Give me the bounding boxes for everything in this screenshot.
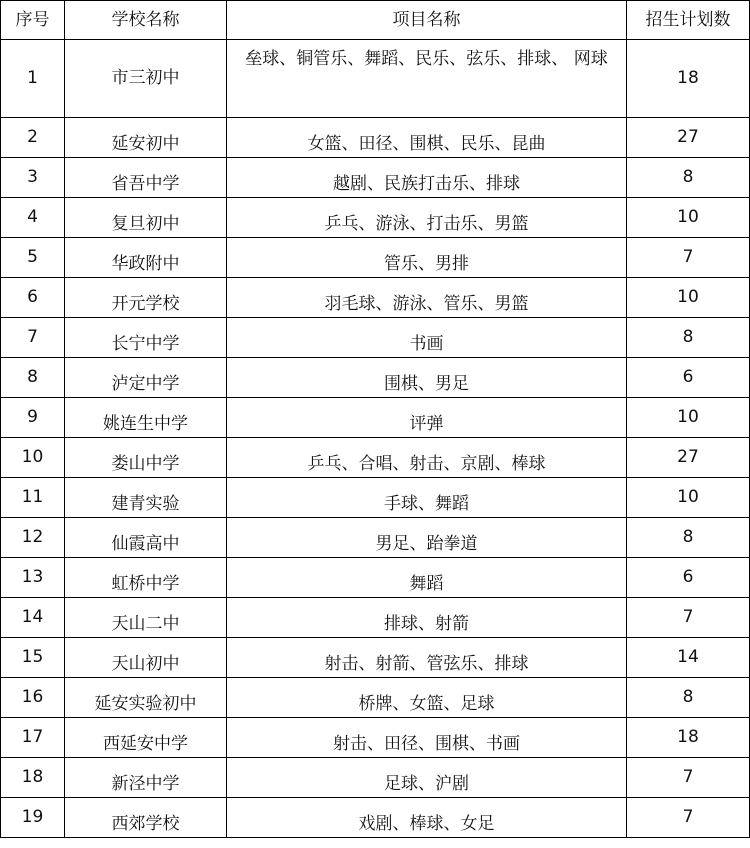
header-school: 学校名称 — [65, 1, 227, 40]
row-number: 8 — [1, 358, 65, 398]
school-name: 虹桥中学 — [65, 558, 227, 598]
admission-quota: 7 — [627, 758, 750, 798]
project-names: 桥牌、女篮、足球 — [227, 678, 627, 718]
row-number: 10 — [1, 438, 65, 478]
project-names: 射击、田径、围棋、书画 — [227, 718, 627, 758]
project-names: 乒乓、游泳、打击乐、男篮 — [227, 198, 627, 238]
header-projects: 项目名称 — [227, 1, 627, 40]
project-names: 排球、射箭 — [227, 598, 627, 638]
row-number: 3 — [1, 158, 65, 198]
project-names: 射击、射箭、管弦乐、排球 — [227, 638, 627, 678]
row-number: 15 — [1, 638, 65, 678]
school-name: 建青实验 — [65, 478, 227, 518]
table-row — [1, 158, 750, 198]
table-row — [1, 758, 750, 798]
row-number: 13 — [1, 558, 65, 598]
row-number: 4 — [1, 198, 65, 238]
project-names: 舞蹈 — [227, 558, 627, 598]
row-number: 7 — [1, 318, 65, 358]
row-number: 6 — [1, 278, 65, 318]
table-body — [1, 40, 750, 838]
table-row — [1, 318, 750, 358]
table-row — [1, 358, 750, 398]
admission-quota: 8 — [627, 318, 750, 358]
admission-quota: 6 — [627, 358, 750, 398]
project-names: 男足、跆拳道 — [227, 518, 627, 558]
table-row — [1, 278, 750, 318]
admission-quota: 18 — [627, 718, 750, 758]
school-name: 华政附中 — [65, 238, 227, 278]
school-name: 天山初中 — [65, 638, 227, 678]
table-row — [1, 478, 750, 518]
school-name: 省吾中学 — [65, 158, 227, 198]
school-name: 延安初中 — [65, 118, 227, 158]
project-names: 越剧、民族打击乐、排球 — [227, 158, 627, 198]
table-row — [1, 638, 750, 678]
header-row — [1, 1, 750, 40]
project-names: 手球、舞蹈 — [227, 478, 627, 518]
table-row — [1, 598, 750, 638]
row-number: 17 — [1, 718, 65, 758]
row-number: 16 — [1, 678, 65, 718]
admission-quota: 6 — [627, 558, 750, 598]
row-number: 9 — [1, 398, 65, 438]
admission-quota: 7 — [627, 798, 750, 838]
row-number: 5 — [1, 238, 65, 278]
project-names: 足球、沪剧 — [227, 758, 627, 798]
project-names: 围棋、男足 — [227, 358, 627, 398]
project-names: 评弹 — [227, 398, 627, 438]
project-names: 垒球、铜管乐、舞蹈、民乐、弦乐、排球、 网球 — [227, 40, 627, 118]
table-row — [1, 678, 750, 718]
admission-quota: 27 — [627, 118, 750, 158]
admission-quota: 10 — [627, 278, 750, 318]
school-name: 延安实验初中 — [65, 678, 227, 718]
project-names: 书画 — [227, 318, 627, 358]
table-row — [1, 438, 750, 478]
school-name: 西郊学校 — [65, 798, 227, 838]
school-name: 开元学校 — [65, 278, 227, 318]
table-row — [1, 518, 750, 558]
table-row — [1, 398, 750, 438]
admission-quota: 7 — [627, 238, 750, 278]
school-name: 市三初中 — [65, 40, 227, 118]
school-name: 复旦初中 — [65, 198, 227, 238]
project-names: 乒乓、合唱、射击、京剧、棒球 — [227, 438, 627, 478]
admission-quota: 10 — [627, 198, 750, 238]
row-number: 11 — [1, 478, 65, 518]
school-name: 姚连生中学 — [65, 398, 227, 438]
project-names: 羽毛球、游泳、管乐、男篮 — [227, 278, 627, 318]
school-name: 长宁中学 — [65, 318, 227, 358]
table-row — [1, 118, 750, 158]
admission-quota: 27 — [627, 438, 750, 478]
row-number: 1 — [1, 40, 65, 118]
project-names: 戏剧、棒球、女足 — [227, 798, 627, 838]
school-name: 新泾中学 — [65, 758, 227, 798]
table-row — [1, 198, 750, 238]
admission-quota: 18 — [627, 40, 750, 118]
row-number: 14 — [1, 598, 65, 638]
school-name: 天山二中 — [65, 598, 227, 638]
school-name: 西延安中学 — [65, 718, 227, 758]
project-names: 女篮、田径、围棋、民乐、昆曲 — [227, 118, 627, 158]
school-name: 泸定中学 — [65, 358, 227, 398]
header-quota: 招生计划数 — [627, 1, 750, 40]
project-names: 管乐、男排 — [227, 238, 627, 278]
table-row — [1, 798, 750, 838]
admission-quota: 10 — [627, 478, 750, 518]
row-number: 2 — [1, 118, 65, 158]
school-name: 仙霞高中 — [65, 518, 227, 558]
school-name: 娄山中学 — [65, 438, 227, 478]
admission-quota: 8 — [627, 678, 750, 718]
admission-quota: 10 — [627, 398, 750, 438]
row-number: 19 — [1, 798, 65, 838]
table-row — [1, 40, 750, 118]
admission-quota: 8 — [627, 518, 750, 558]
header-no: 序号 — [1, 1, 65, 40]
row-number: 12 — [1, 518, 65, 558]
table-row — [1, 238, 750, 278]
table-row — [1, 718, 750, 758]
admission-quota: 14 — [627, 638, 750, 678]
table-row — [1, 558, 750, 598]
admission-quota: 7 — [627, 598, 750, 638]
admission-quota: 8 — [627, 158, 750, 198]
row-number: 18 — [1, 758, 65, 798]
